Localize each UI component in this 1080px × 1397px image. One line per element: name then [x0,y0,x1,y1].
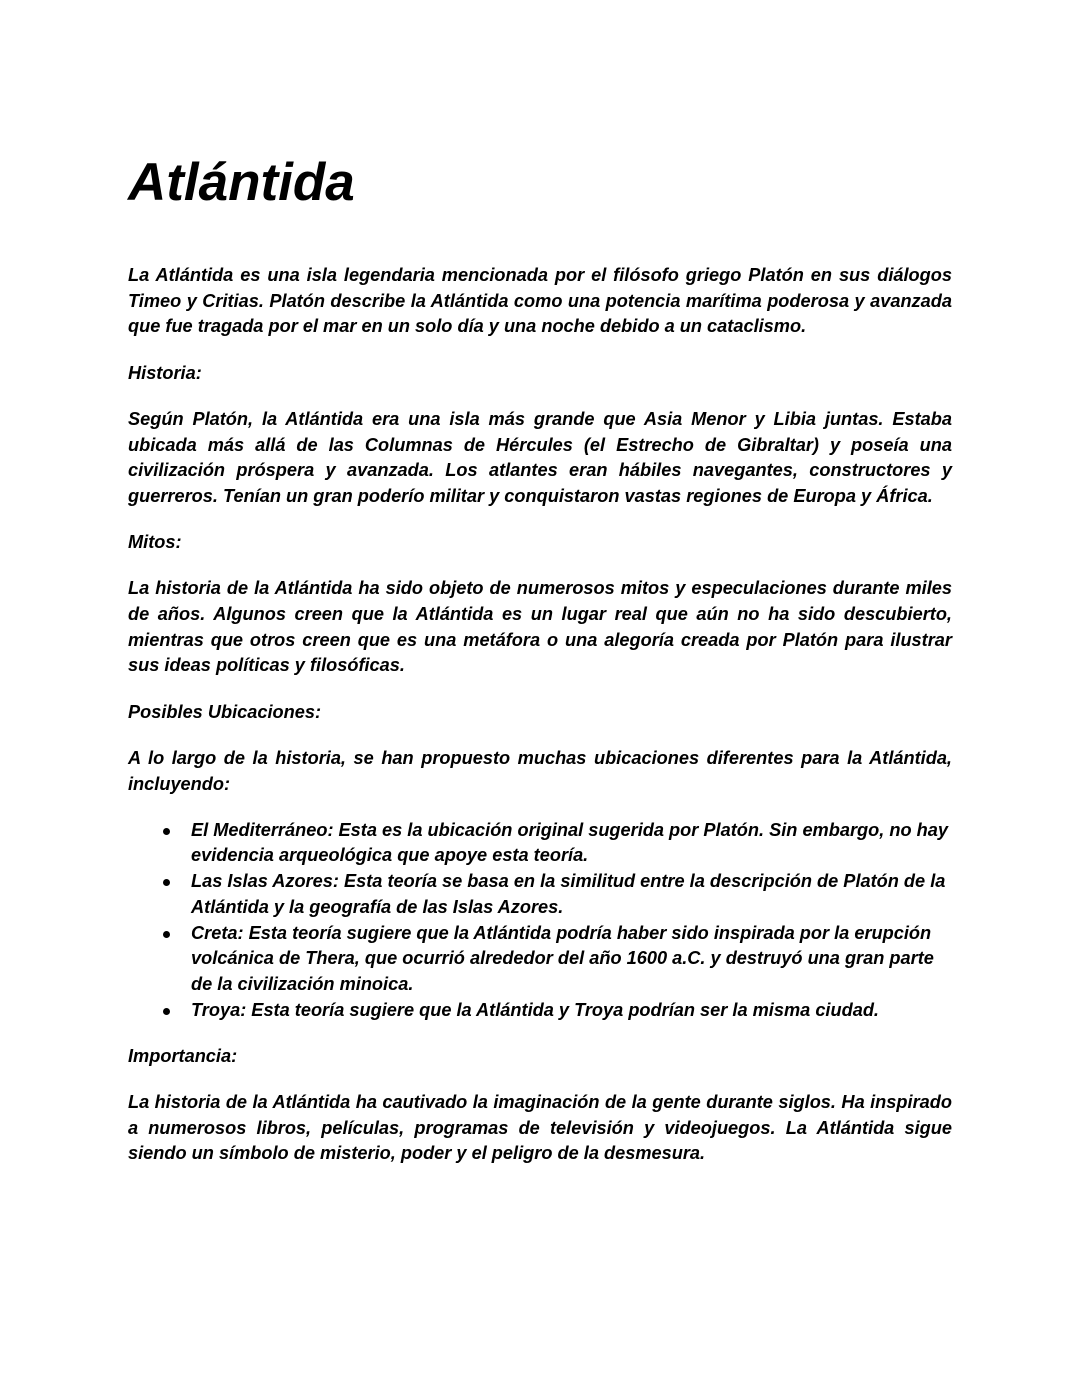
bullet-icon [163,828,170,835]
mitos-heading: Mitos: [128,532,182,553]
importancia-heading: Importancia: [128,1045,238,1066]
ubicaciones-paragraph: A lo largo de la historia, se han propuesto muchas ubicaciones diferentes para la Atlántida, incluyendo: [128,747,952,794]
list-item [191,998,953,1024]
document-title: Atlántida [128,153,355,212]
list-item-text: Creta: Esta teoría sugiere que la Atlántida podría haber sido inspirada por la erupción volcánica de Thera, que ocurrió alrededor del año 1600 a.C. y destruyó una gran parte de la civilización minoica. [191,922,934,994]
ubicaciones-list [128,818,952,1024]
document-body [128,263,952,1188]
historia-paragraph: Según Platón, la Atlántida era una isla más grande que Asia Menor y Libia juntas. Estaba ubicada más allá de las Columnas de Hércules (el Estrecho de Gibraltar) y poseía una civilización próspera y avanzada. Los atlantes eran hábiles navegantes, constructores y guerreros. Tenían un gran poderío militar y conquistaron vastas regiones de Europa y África. [128,408,952,506]
bullet-icon [163,931,170,938]
list-item [191,869,953,920]
list-item-text: El Mediterráneo: Esta es la ubicación original sugerida por Platón. Sin embargo, no hay evidencia arqueológica que apoye esta teoría. [191,819,948,866]
list-item [191,921,953,998]
mitos-paragraph: La historia de la Atlántida ha sido objeto de numerosos mitos y especulaciones durante miles de años. Algunos creen que la Atlántida es un lugar real que aún no ha sido descubierto, mientras que otros creen que es una metáfora o una alegoría creada por Platón para ilustrar sus ideas políticas y filosóficas. [128,578,952,676]
list-item-text: Las Islas Azores: Esta teoría se basa en la similitud entre la descripción de Platón de la Atlántida y la geografía de las Islas Azores. [191,871,946,917]
list-item-text: Troya: Esta teoría sugiere que la Atlántida y Troya podrían ser la misma ciudad. [191,999,879,1020]
intro-paragraph: La Atlántida es una isla legendaria mencionada por el filósofo griego Platón en sus diálogos Timeo y Critias. Platón describe la Atlántida como una potencia marítima poderosa y avanzada que fue tragada por el mar en un solo día y una noche debido a un cataclismo. [128,265,952,337]
ubicaciones-heading: Posibles Ubicaciones: [128,701,322,722]
bullet-icon [163,1008,170,1015]
historia-heading: Historia: [128,362,202,383]
list-item [191,818,953,869]
bullet-icon [163,879,170,886]
importancia-paragraph: La historia de la Atlántida ha cautivado la imaginación de la gente durante siglos. Ha inspirado a numerosos libros, películas, programas de televisión y videojuegos. La Atlántida sigue siendo un símbolo de misterio, poder y el peligro de la desmesura. [128,1092,952,1164]
